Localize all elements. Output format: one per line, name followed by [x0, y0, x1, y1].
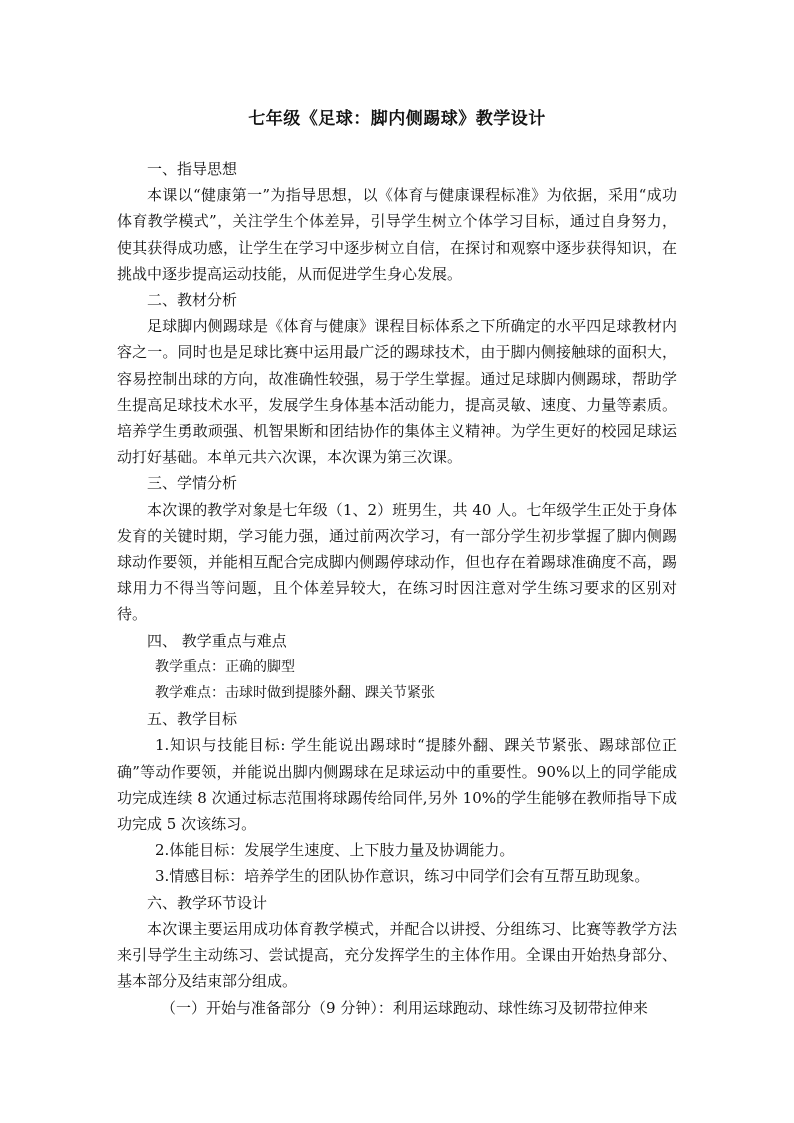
section-heading-guiding-thought: 一、指导思想 [147, 160, 238, 178]
paragraph-opening-part: （一）开始与准备部分（9 分钟）：利用运球跑动、球性练习及韧带拉伸来 [161, 998, 648, 1017]
teaching-key-point: 教学重点：正确的脚型 [155, 658, 295, 675]
goal-knowledge-skill: 1.知识与技能目标: 学生能说出踢球时“提膝外翻、踝关节紧张、踢球部位正确”等动作要领，并能说出脚内侧踢球在足球运动中的重要性。90%以上的同学能成功完成连续 8 次通过标志范围将球踢传给同伴,另外 10%的学生能够在教师指导下成功完成 5 次该练习。 [117, 736, 677, 834]
paragraph-material-analysis: 足球脚内侧踢球是《体育与健康》课程目标体系之下所确定的水平四足球教材内容之一。同时也是足球比赛中运用最广泛的踢球技术，由于脚内侧接触球的面积大，容易控制出球的方向，故准确性较强，易于学生掌握。通过足球脚内侧踢球，帮助学生提高足球技术水平，发展学生身体基本活动能力，提高灵敏、速度、力量等素质。培养学生勇敢顽强、机智果断和团结协作的集体主义精神。为学生更好的校园足球运动打好基础。本单元共六次课，本次课为第三次课。 [117, 317, 677, 467]
paragraph-guiding-thought: 本课以“健康第一”为指导思想，以《体育与健康课程标准》为依据，采用“成功体育教学模式”，关注学生个体差异，引导学生树立个体学习目标，通过自身努力，使其获得成功感，让学生在学习中逐步树立自信，在探讨和观察中逐步获得知识，在挑战中逐步提高运动技能，从而促进学生身心发展。 [117, 186, 677, 283]
goal-emotional: 3.情感目标：培养学生的团队协作意识，练习中同学们会有互帮互助现象。 [155, 867, 650, 886]
paragraph-student-analysis: 本次课的教学对象是七年级（1、2）班男生，共 40 人。七年级学生正处于身体发育的关键时期，学习能力强，通过前两次学习，有一部分学生初步掌握了脚内侧踢球动作要领，并能相互配合完成脚内侧踢停球动作，但也存在着踢球准确度不高，踢球用力不得当等问题，且个体差异较大，在练习时因注意对学生练习要求的区别对待。 [117, 500, 677, 624]
teaching-difficulty: 教学难点：击球时做到提膝外翻、踝关节紧张 [155, 685, 435, 702]
section-heading-student-analysis: 三、学情分析 [147, 474, 238, 493]
goal-physical: 2.体能目标：发展学生速度、上下肢力量及协调能力。 [155, 841, 515, 860]
paragraph-teaching-design: 本次课主要运用成功体育教学模式，并配合以讲授、分组练习、比赛等教学方法来引导学生主动练习、尝试提高，充分发挥学生的主体作用。全课由开始热身部分、基本部分及结束部分组成。 [117, 919, 677, 991]
document-title: 七年级《足球：脚内侧踢球》教学设计 [248, 109, 546, 129]
document-body [117, 156, 677, 1021]
section-heading-material-analysis: 二、教材分析 [147, 291, 238, 310]
section-heading-teaching-goals: 五、教学目标 [147, 710, 238, 729]
section-heading-teaching-design: 六、教学环节设计 [147, 893, 268, 912]
section-heading-key-points: 四、 教学重点与难点 [147, 631, 287, 650]
